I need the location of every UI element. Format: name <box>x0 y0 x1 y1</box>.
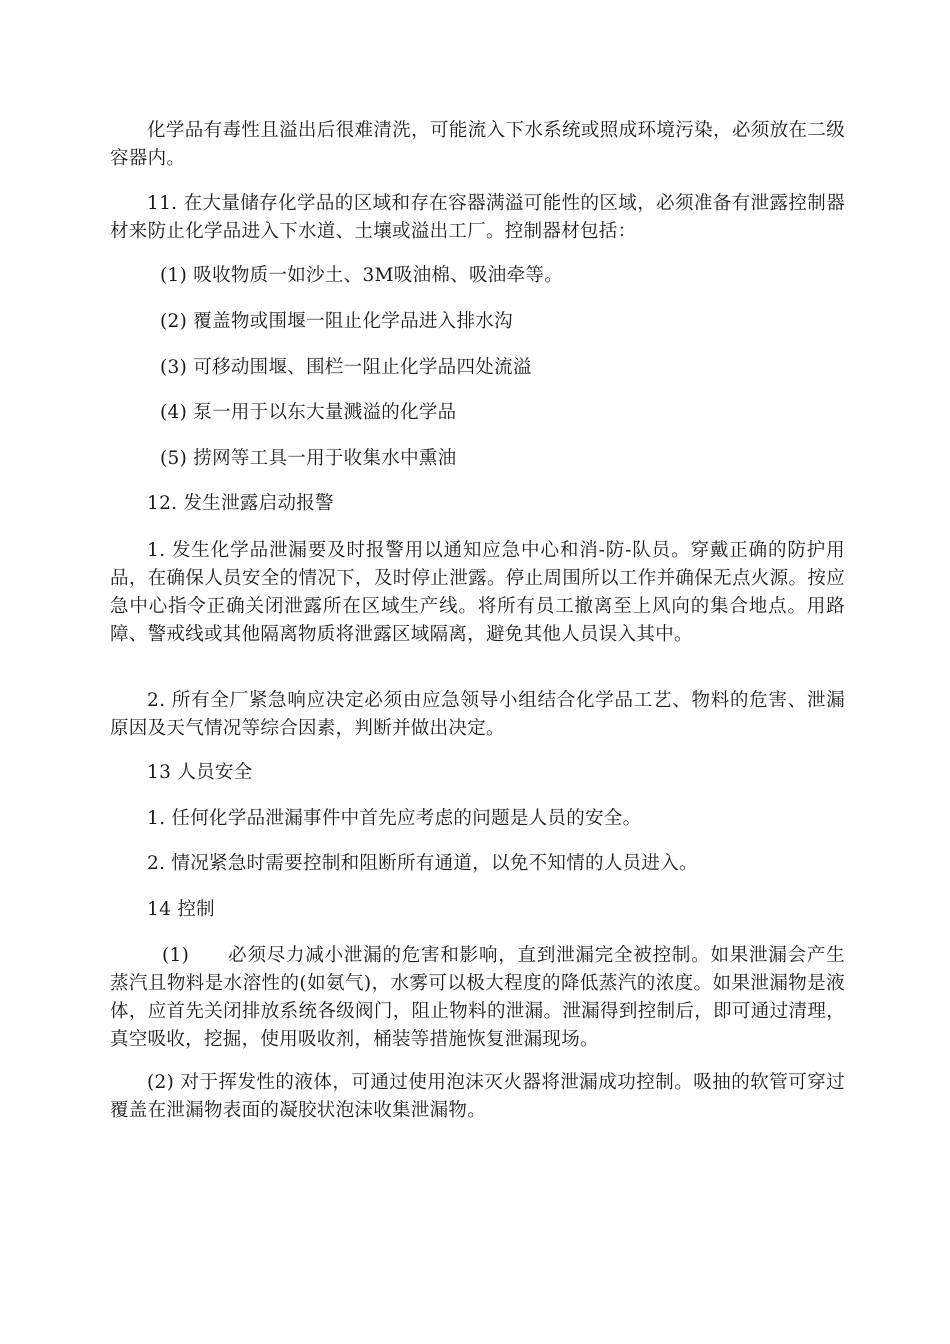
list-item-5-nets: (5) 捞网等工具一用于收集水中熏油 <box>160 448 457 469</box>
section-heading-12: 12. 发生泄露启动报警 <box>147 493 334 514</box>
paragraph-13-2-access: 2. 情况紧急时需要控制和阻断所有通道，以免不知情的人员进入。 <box>147 853 698 874</box>
paragraph-14-1-control: (1) 必须尽力减小泄漏的危害和影响，直到泄漏完全被控制。如果泄漏会产生蒸汽且物料是水溶性的(如氨气)，水雾可以极大程度的降低蒸汽的浓度。如果泄漏物是液体，应首先关闭排放系统各级阀门，阻止物料的泄漏。泄漏得到控制后，即可通过清理，真空吸收，挖掘，使用吸收剂，桶装等措施恢复泄漏现场。 <box>110 945 845 1050</box>
list-item-2-covers: (2) 覆盖物或围堰一阻止化学品进入排水沟 <box>160 311 513 332</box>
list-item-1-absorbents: (1) 吸收物质一如沙土、3M吸油棉、吸油牵等。 <box>160 265 564 286</box>
section-heading-14: 14 控制 <box>147 899 215 920</box>
paragraph-section-11: 11. 在大量储存化学品的区域和存在容器满溢可能性的区域，必须准备有泄露控制器材来防止化学品进入下水道、土壤或溢出工厂。控制器材包括： <box>110 193 845 242</box>
section-heading-13: 13 人员安全 <box>147 762 253 783</box>
paragraph-container-waste-note: 化学品有毒性且溢出后很难清洗，可能流入下水系统或照成环境污染，必须放在二级容器内。 <box>110 120 845 169</box>
list-item-3-barriers: (3) 可移动围堰、围栏一阻止化学品四处流溢 <box>160 357 532 378</box>
paragraph-13-1-safety: 1. 任何化学品泄漏事件中首先应考虑的问题是人员的安全。 <box>147 808 642 829</box>
paragraph-14-2-foam: (2) 对于挥发性的液体，可通过使用泡沫灭火器将泄漏成功控制。吸抽的软管可穿过覆盖在泄漏物表面的凝胶状泡沫收集泄漏物。 <box>110 1072 845 1121</box>
paragraph-12-2-decision: 2. 所有全厂紧急响应决定必须由应急领导小组结合化学品工艺、物料的危害、泄漏原因及天气情况等综合因素，判断并做出决定。 <box>110 690 845 739</box>
list-item-4-pump: (4) 泵一用于以东大量溅溢的化学品 <box>160 402 457 423</box>
paragraph-12-1-alarm: 1. 发生化学品泄漏要及时报警用以通知应急中心和消-防-队员。穿戴正确的防护用品，在确保人员安全的情况下，及时停止泄露。停止周围所以工作并确保无点火源。按应急中心指令正确关闭泄露所在区域生产线。将所有员工撤离至上风向的集合地点。用路障、警戒线或其他隔离物质将泄露区域隔离，避免其他人员误入其中。 <box>110 540 845 645</box>
